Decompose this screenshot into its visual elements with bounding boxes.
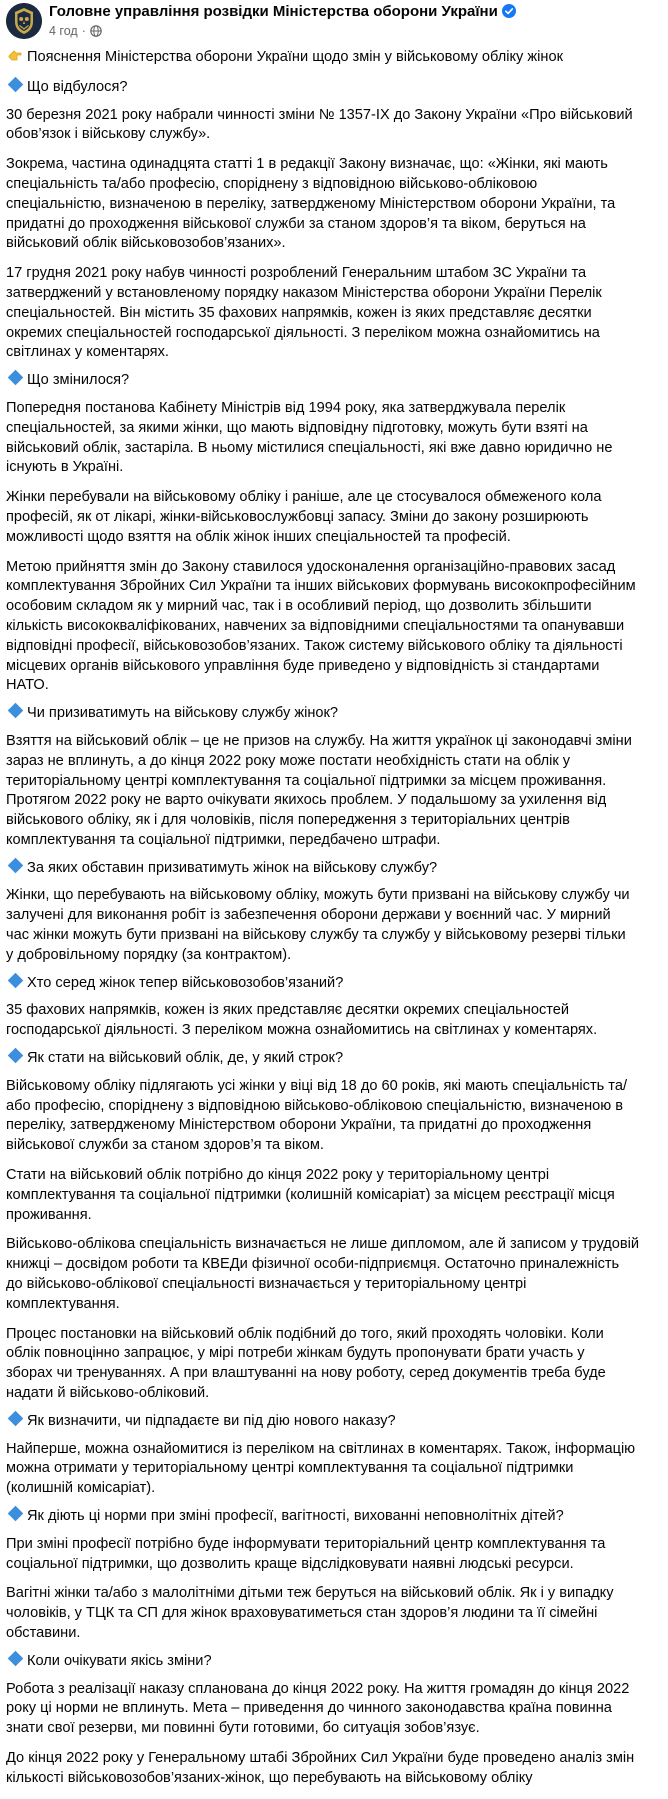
paragraph: До кінця 2022 року у Генеральному штабі Збройних Сил України буде проведено аналіз змін кількості військовозобов’язаних-жінок, що перебувають на військовому обліку: [6, 1749, 635, 1786]
paragraph: 30 березня 2021 року набрали чинності зміни № 1357-IX до Закону України «Про військовий обов’язок і військову службу».: [6, 106, 633, 143]
question-heading: [6, 1412, 656, 1432]
question-text: Як діють ці норми при зміні професії, вагітності, вихованні неповнолітніх дітей?: [27, 1508, 564, 1524]
question-text: Як визначити, чи підпадаєте ви під дію нового наказу?: [27, 1412, 396, 1429]
question-heading: [6, 704, 656, 724]
paragraph: Військово-облікова спеціальність визначається не лише дипломом, але й записом у трудовій книжці – досвідом роботи та КВЕДи фізичної особи-підприємця. Остаточно приналежність до військово-облікової спеціальності визначається у територіальному центрі комплектування.: [6, 1236, 640, 1312]
paragraph: Жінки перебували на військовому обліку і раніше, але це стосувалося обмеженого кола професій, як от лікарі, жінки-військовослужбовці запасу. Зміни до закону розширюють можливості щодо взяття на облік жінок інших спеціальностей та професій.: [6, 489, 602, 545]
question-heading: [6, 1049, 656, 1069]
question-text: Хто серед жінок тепер військовозобов’язаний?: [27, 974, 344, 991]
question-text: Чи призиватимуть на військову службу жінок?: [27, 705, 339, 722]
paragraph: При зміні професії потрібно буде інформувати територіальний центр комплектування та соціальної підтримки, що дозволить краще відслідковувати наявні людські ресурси.: [6, 1535, 606, 1572]
blue-diamond-icon: [8, 1651, 24, 1667]
paragraph: 35 фахових напрямків, кожен із яких представляє десятки окремих спеціальностей господарської діяльності. З переліком можна ознайомитись на світлинах у коментарях.: [6, 1002, 598, 1039]
post-timestamp[interactable]: 4 год: [49, 24, 78, 38]
post-title: [6, 47, 656, 70]
question-text: Як стати на військовий облік, де, у який строк?: [27, 1050, 344, 1067]
paragraph: Вагітні жінки та/або з малолітніми дітьми теж беруться на військовий облік. Як і у випадку чоловіків, у ТЦК та СП для жінок враховуватиметься стан здоров’я людини та її сімейні обставини.: [6, 1585, 614, 1641]
question-heading: [6, 1652, 656, 1672]
paragraph: Найперше, можна ознайомитися із переліком на світлинах в коментарях. Також, інформацію можна отримати у територіальному центрі комплектування та соціальної підтримки (колишній комісаріат).: [6, 1440, 636, 1497]
paragraph: Взяття на військовий облік – це не призов на службу. На життя українок ці законодавчі зміни зараз не вплинуть, а до кінця 2022 року може постати необхідність стати на облік у територіальному центрі комплектування та соціальної підтримки за місцем проживання. Протягом 2022 року не варто очікувати якихось проблем. У подальшому за ухилення від військового обліку, як і для чоловіків, після попередження з територіальних центрів комплектування та соціальної підтримки, передбачено штрафи.: [6, 732, 632, 848]
owl-emblem-icon: [6, 3, 42, 39]
question-text: Що змінилося?: [27, 372, 130, 389]
blue-diamond-icon: [8, 1411, 24, 1427]
paragraph: Процес постановки на військовий облік подібний до того, який проходять чоловіки. Коли облік повноцінно запрацює, у мірі потреби жінкам будуть пропонувати брати участь у зборах чи тренуваннях. А при влаштуванні на нову роботу, серед документів треба буде надати й військово-обліковий.: [6, 1325, 606, 1402]
blue-diamond-icon: [8, 77, 24, 93]
page-avatar[interactable]: [6, 3, 42, 39]
post-meta: [49, 24, 102, 40]
post-body: [6, 47, 656, 1799]
paragraph: Метою прийняття змін до Закону ставилося удосконалення організаційно-правових засад комплектування Збройних Сил України та інших військових формувань висококпрофесійним особовим складом як у мирний час, так і в особливий період, що дозволить збільшити кількість висококваліфікованих, навчених за відповідними спеціальностями та опанувавши відповідні професії, військовозобов’язаних. Також систему військового обліку та діяльності місцевих органів військового управління буде приведено у відповідність зі стандартами НАТО.: [6, 558, 636, 694]
question-heading: [6, 1507, 656, 1527]
meta-separator: ·: [81, 24, 86, 38]
paragraph: Стати на військовий облік потрібно до кінця 2022 року у територіальному центрі комплектування та соціальної підтримки (колишній комісаріат) за місцем реєстрації місця проживання.: [6, 1167, 615, 1223]
paragraph: Попередня постанова Кабінету Міністрів від 1994 року, яка затверджувала перелік спеціальностей, за якими жінки, що мають відповідну підготовку, можуть бути взяті на військовий облік, застаріла. В ньому містилися спеціальності, які вже давно юридично не існують в Україні.: [6, 399, 613, 476]
post-title-text: Пояснення Міністерства оборони України щодо змін у військовому обліку жінок: [27, 49, 563, 65]
question-text: За яких обставин призиватимуть жінок на військову службу?: [27, 859, 438, 876]
globe-icon[interactable]: [90, 25, 102, 40]
blue-diamond-icon: [8, 972, 24, 988]
page-name-link[interactable]: [49, 3, 516, 22]
paragraph: Військовому обліку підлягають усі жінки у віці від 18 до 60 років, які мають спеціальність та/ або професію, споріднену з відповідною військово-обліковою спеціальністю, визначеною в переліку, затвердженому Міністерством оборони України, та придатні до проходження військової служби за станом здоров’я та віком.: [6, 1077, 628, 1154]
question-heading: [6, 859, 656, 879]
blue-diamond-icon: [8, 1048, 24, 1064]
question-text: Коли очікувати якісь зміни?: [27, 1652, 212, 1669]
paragraph: Жінки, що перебувають на військовому обліку, можуть бути призвані на військову службу чи залучені для виконання робіт із забезпечення оборони держави у воєнний час. У мирний час жінки можуть бути призвані на військову службу та службу у військовому резерві тільки у добровільному порядку (за контрактом).: [6, 887, 630, 963]
paragraph: Робота з реалізації наказу спланована до кінця 2022 року. На життя громадян до кінця 2022 року ці норми не вплинуть. Мета – приведення до чинного законодавства країна повинна знати свої резерви, ми повинні бути готовими, бо ситуація зобов’язує.: [6, 1680, 630, 1737]
question-text: Що відбулося?: [27, 78, 128, 95]
page-name-text[interactable]: Головне управління розвідки Міністерства оборони України: [49, 3, 498, 20]
blue-diamond-icon: [8, 370, 24, 386]
blue-diamond-icon: [8, 1506, 24, 1522]
post-header: [0, 0, 668, 42]
blue-diamond-icon: [8, 857, 24, 873]
verified-badge-icon: [502, 4, 516, 22]
paragraph: 17 грудня 2021 року набув чинності розроблений Генеральним штабом ЗС України та затверджений у встановленому порядку наказом Міністерства оборони України Перелік спеціальностей. Він містить 35 фахових напрямків, кожен із яких представляє десятки окремих спеціальностей господарської діяльності. З переліком можна ознайомитись на світлинах у коментарях.: [6, 265, 602, 361]
question-heading: [6, 78, 656, 98]
paragraph: Зокрема, частина одинадцята статті 1 в редакції Закону визначає, що: «Жінки, які мають спеціальність та/або професію, споріднену з відповідною військово-обліковою спеціальністю, визначеною в переліку, затвердженому Міністерством оборони України, та придатні до проходження військової служби за станом здоров’я та віком, беруться на військовий облік військовозобов’язаних».: [6, 156, 616, 252]
pointing-hand-icon: [7, 47, 23, 70]
question-heading: [6, 974, 656, 994]
blue-diamond-icon: [8, 703, 24, 719]
question-heading: [6, 371, 656, 391]
